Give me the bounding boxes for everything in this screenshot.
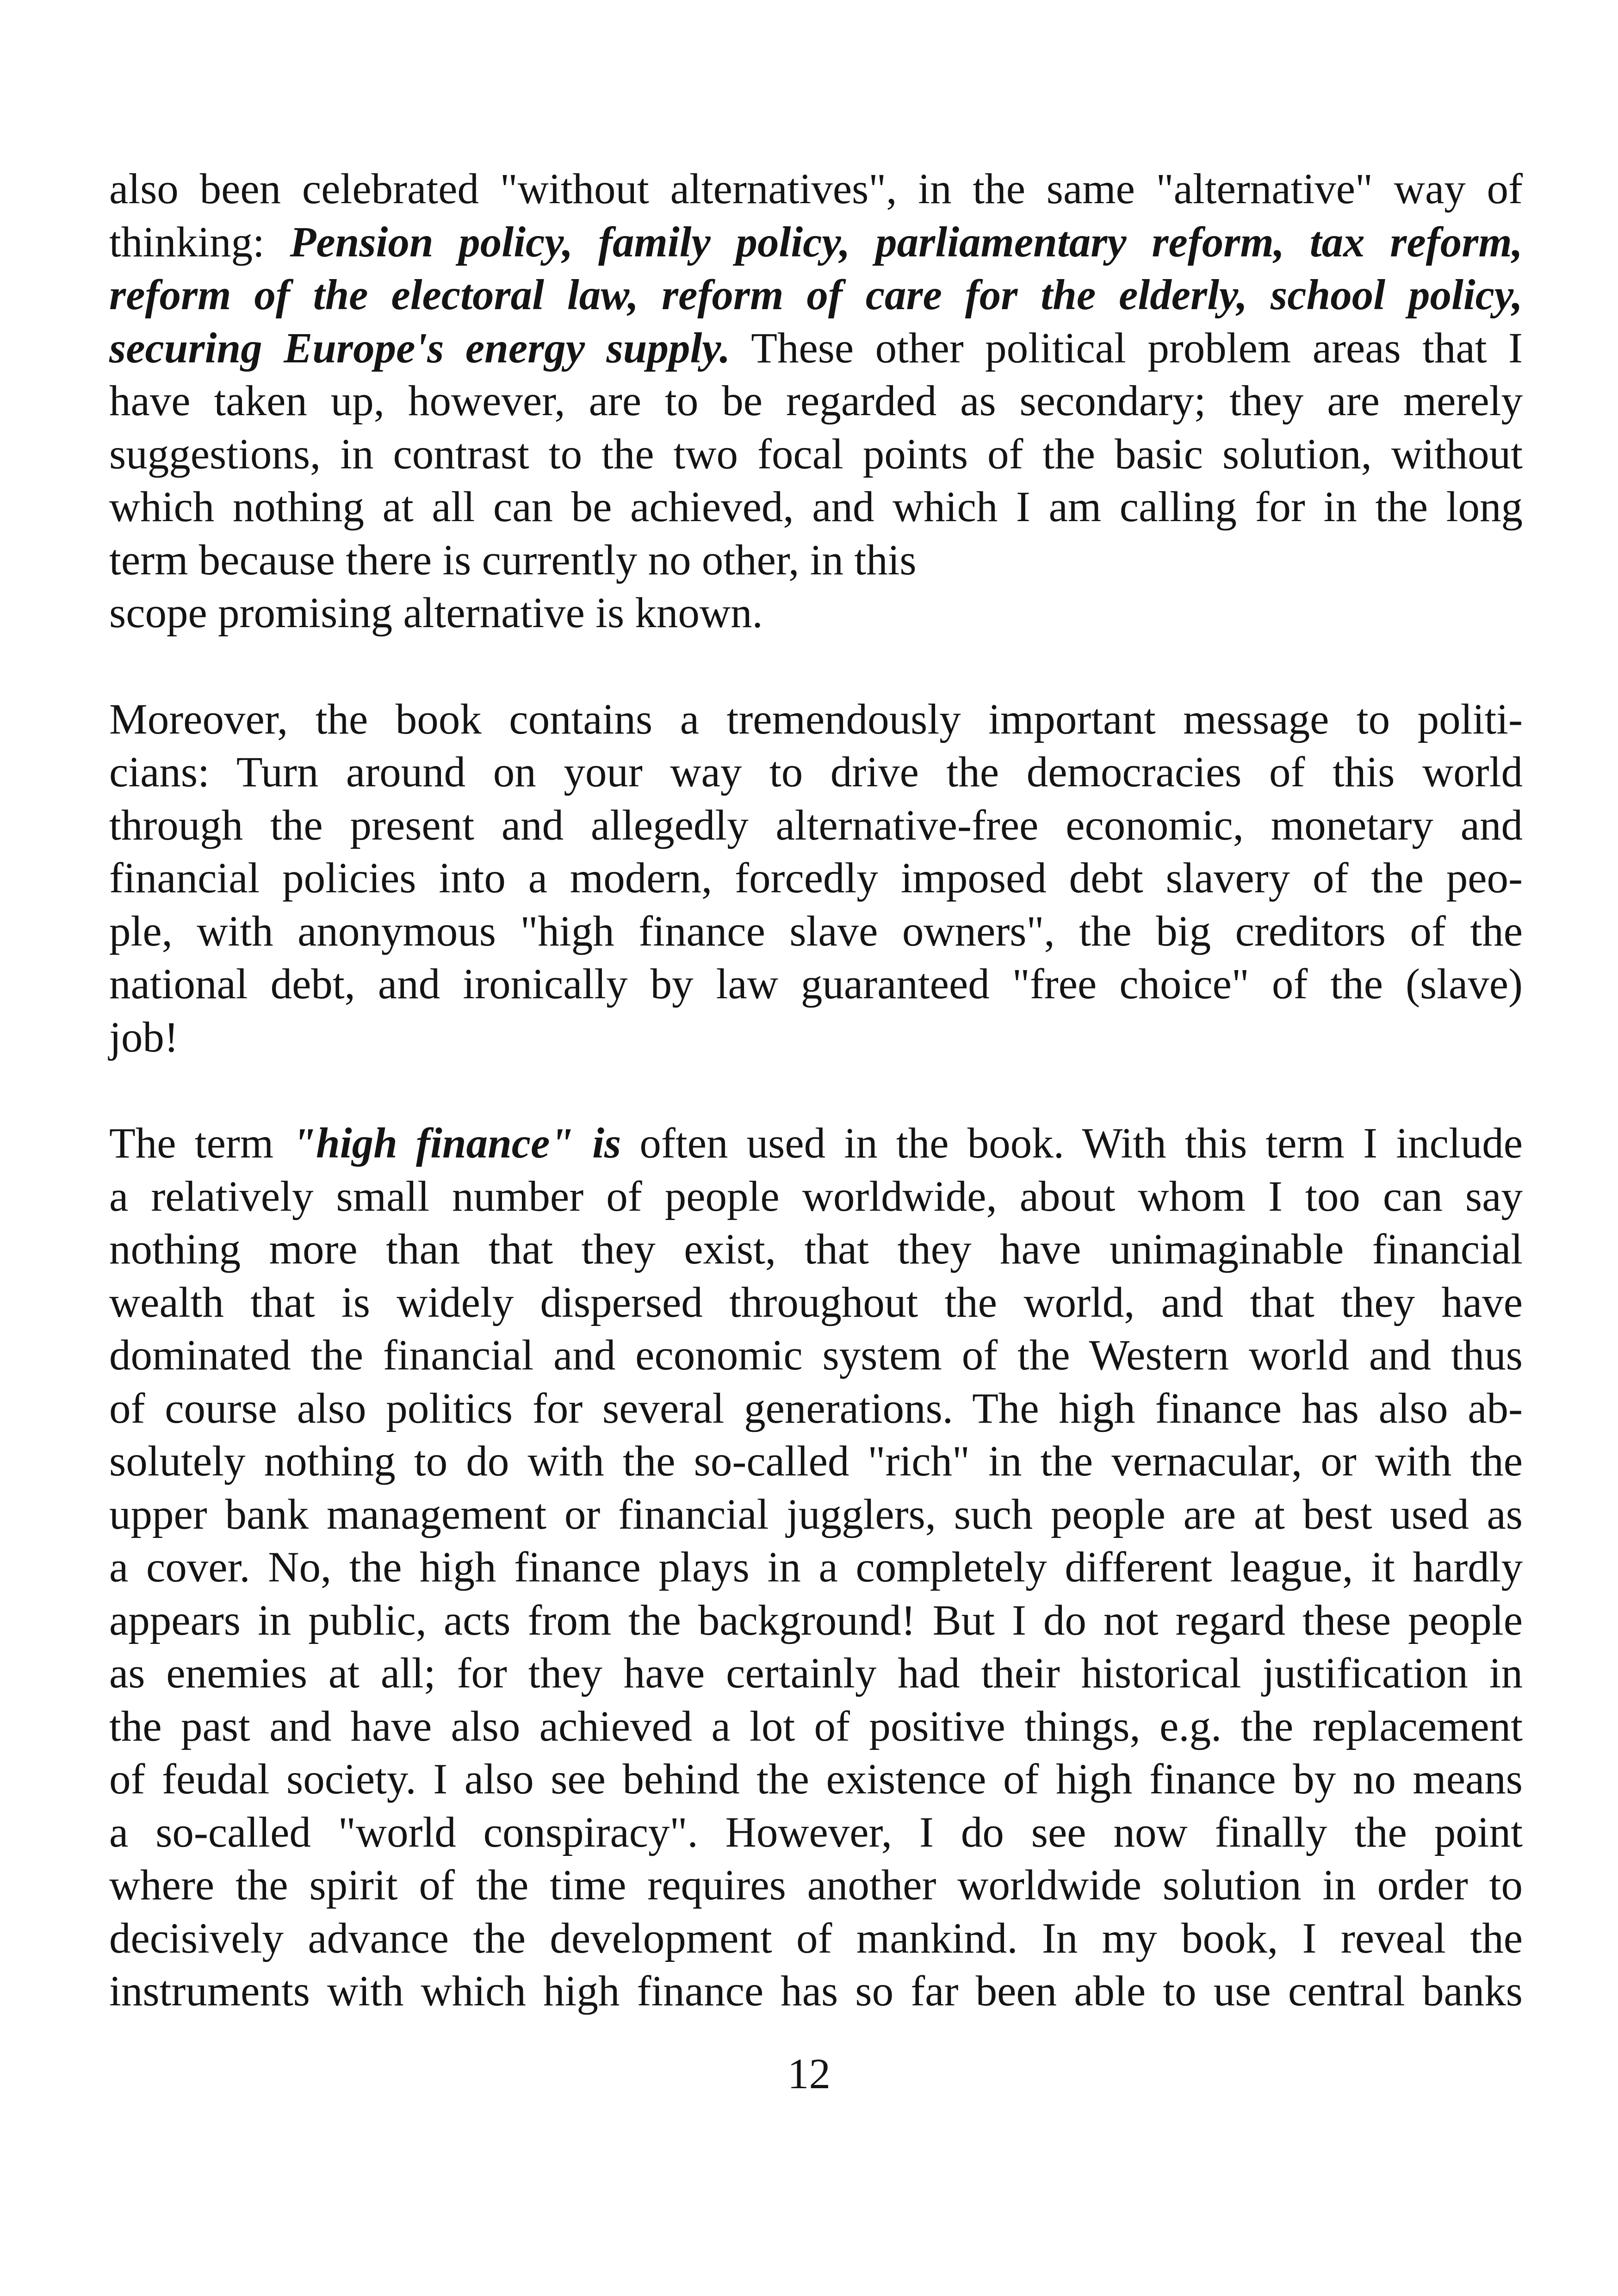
text-run: scope promising alternative is known. [109, 589, 763, 637]
emphasis-text: "high finance" is [292, 1120, 621, 1167]
text-run: wealth that is widely dispersed throughout the world, and that they have [109, 1278, 1523, 1326]
text-run: a relatively small number of people worldwide, about whom I too can say [109, 1172, 1523, 1220]
text-run: financial policies into a modern, forcedly imposed debt slavery of the peo- [109, 854, 1523, 902]
text-line [109, 905, 1523, 958]
text-run: national debt, and ironically by law guaranteed "free choice" of the (slave) [109, 960, 1523, 1008]
text-run: where the spirit of the time requires another worldwide solution in order to [109, 1861, 1523, 1909]
text-line [109, 852, 1523, 905]
text-line [109, 1806, 1523, 1860]
emphasis-text: reform of the electoral law, reform of care for the elderly, school policy, [109, 271, 1523, 319]
paragraph [109, 1117, 1523, 2018]
emphasis-text: Pension policy, family policy, parliamentary reform, tax reform, [290, 218, 1523, 266]
emphasis-text: securing Europe's energy supply. [109, 324, 731, 372]
text-run: nothing more than that they exist, that they have unimaginable financial [109, 1226, 1523, 1273]
text-line [109, 746, 1523, 799]
text-line [109, 587, 1523, 640]
text-line [109, 1912, 1523, 1966]
text-line [109, 1223, 1523, 1276]
text-line [109, 1011, 1523, 1064]
text-line [109, 1541, 1523, 1594]
text-run: through the present and allegedly alternative-free economic, monetary and [109, 801, 1523, 849]
text-line [109, 428, 1523, 481]
text-run: of feudal society. I also see behind the existence of high finance by no means [109, 1755, 1523, 1803]
text-run: solutely nothing to do with the so-called "rich" in the vernacular, or with the [109, 1437, 1523, 1485]
text-run: These other political problem areas that I [730, 324, 1523, 372]
text-run: also been celebrated "without alternatives", in the same "alternative" way of [109, 165, 1523, 213]
text-run: cians: Turn around on your way to drive the democracies of this world [109, 748, 1523, 796]
text-run: thinking: [109, 218, 290, 266]
text-line [109, 958, 1523, 1011]
text-line [109, 481, 1523, 534]
text-line [109, 1700, 1523, 1754]
page-number: 12 [787, 2050, 831, 2098]
text-run: term because there is currently no other, in this [109, 536, 917, 584]
text-line [109, 1859, 1523, 1912]
text-line [109, 1117, 1523, 1170]
text-line [109, 322, 1523, 375]
text-run: job! [109, 1013, 179, 1061]
text-run: The term [109, 1120, 292, 1167]
text-line [109, 1435, 1523, 1488]
text-line [109, 1647, 1523, 1700]
text-line [109, 1329, 1523, 1382]
paragraph [109, 693, 1523, 1064]
text-line [109, 1170, 1523, 1224]
text-line [109, 1488, 1523, 1542]
text-line [109, 693, 1523, 747]
text-line [109, 799, 1523, 852]
text-line [109, 1382, 1523, 1436]
text-run: upper bank management or financial jugglers, such people are at best used as [109, 1490, 1523, 1538]
text-run: decisively advance the development of mankind. In my book, I reveal the [109, 1914, 1523, 1962]
text-run: as enemies at all; for they have certainly had their historical justification in [109, 1649, 1523, 1697]
text-run: the past and have also achieved a lot of positive things, e.g. the replacement [109, 1702, 1523, 1750]
text-run: have taken up, however, are to be regarded as secondary; they are merely [109, 377, 1523, 425]
text-line [109, 216, 1523, 269]
text-run: suggestions, in contrast to the two focal points of the basic solution, without [109, 430, 1523, 478]
text-run: of course also politics for several generations. The high finance has also ab- [109, 1384, 1523, 1432]
text-line [109, 1965, 1523, 2018]
text-run: appears in public, acts from the background! But I do not regard these people [109, 1596, 1523, 1644]
text-run: ple, with anonymous "high finance slave owners", the big creditors of the [109, 907, 1523, 955]
text-run: instruments with which high finance has so far been able to use central banks [109, 1967, 1523, 2015]
text-run: which nothing at all can be achieved, and which I am calling for in the long [109, 483, 1523, 531]
text-line [109, 534, 1523, 587]
text-run: a so-called "world conspiracy". However, I do see now finally the point [109, 1808, 1523, 1856]
text-line [109, 1276, 1523, 1330]
text-line [109, 1753, 1523, 1806]
text-run: often used in the book. With this term I include [621, 1120, 1523, 1167]
text-content [109, 163, 1523, 2018]
text-line [109, 269, 1523, 322]
text-run: dominated the financial and economic system of the Western world and thus [109, 1332, 1523, 1379]
text-line [109, 375, 1523, 428]
text-run: Moreover, the book contains a tremendously important message to politi- [109, 695, 1523, 743]
paragraph [109, 163, 1523, 640]
text-run: a cover. No, the high finance plays in a completely different league, it hardly [109, 1543, 1523, 1591]
page-body [109, 163, 1523, 2072]
text-line [109, 1594, 1523, 1648]
text-line [109, 163, 1523, 216]
